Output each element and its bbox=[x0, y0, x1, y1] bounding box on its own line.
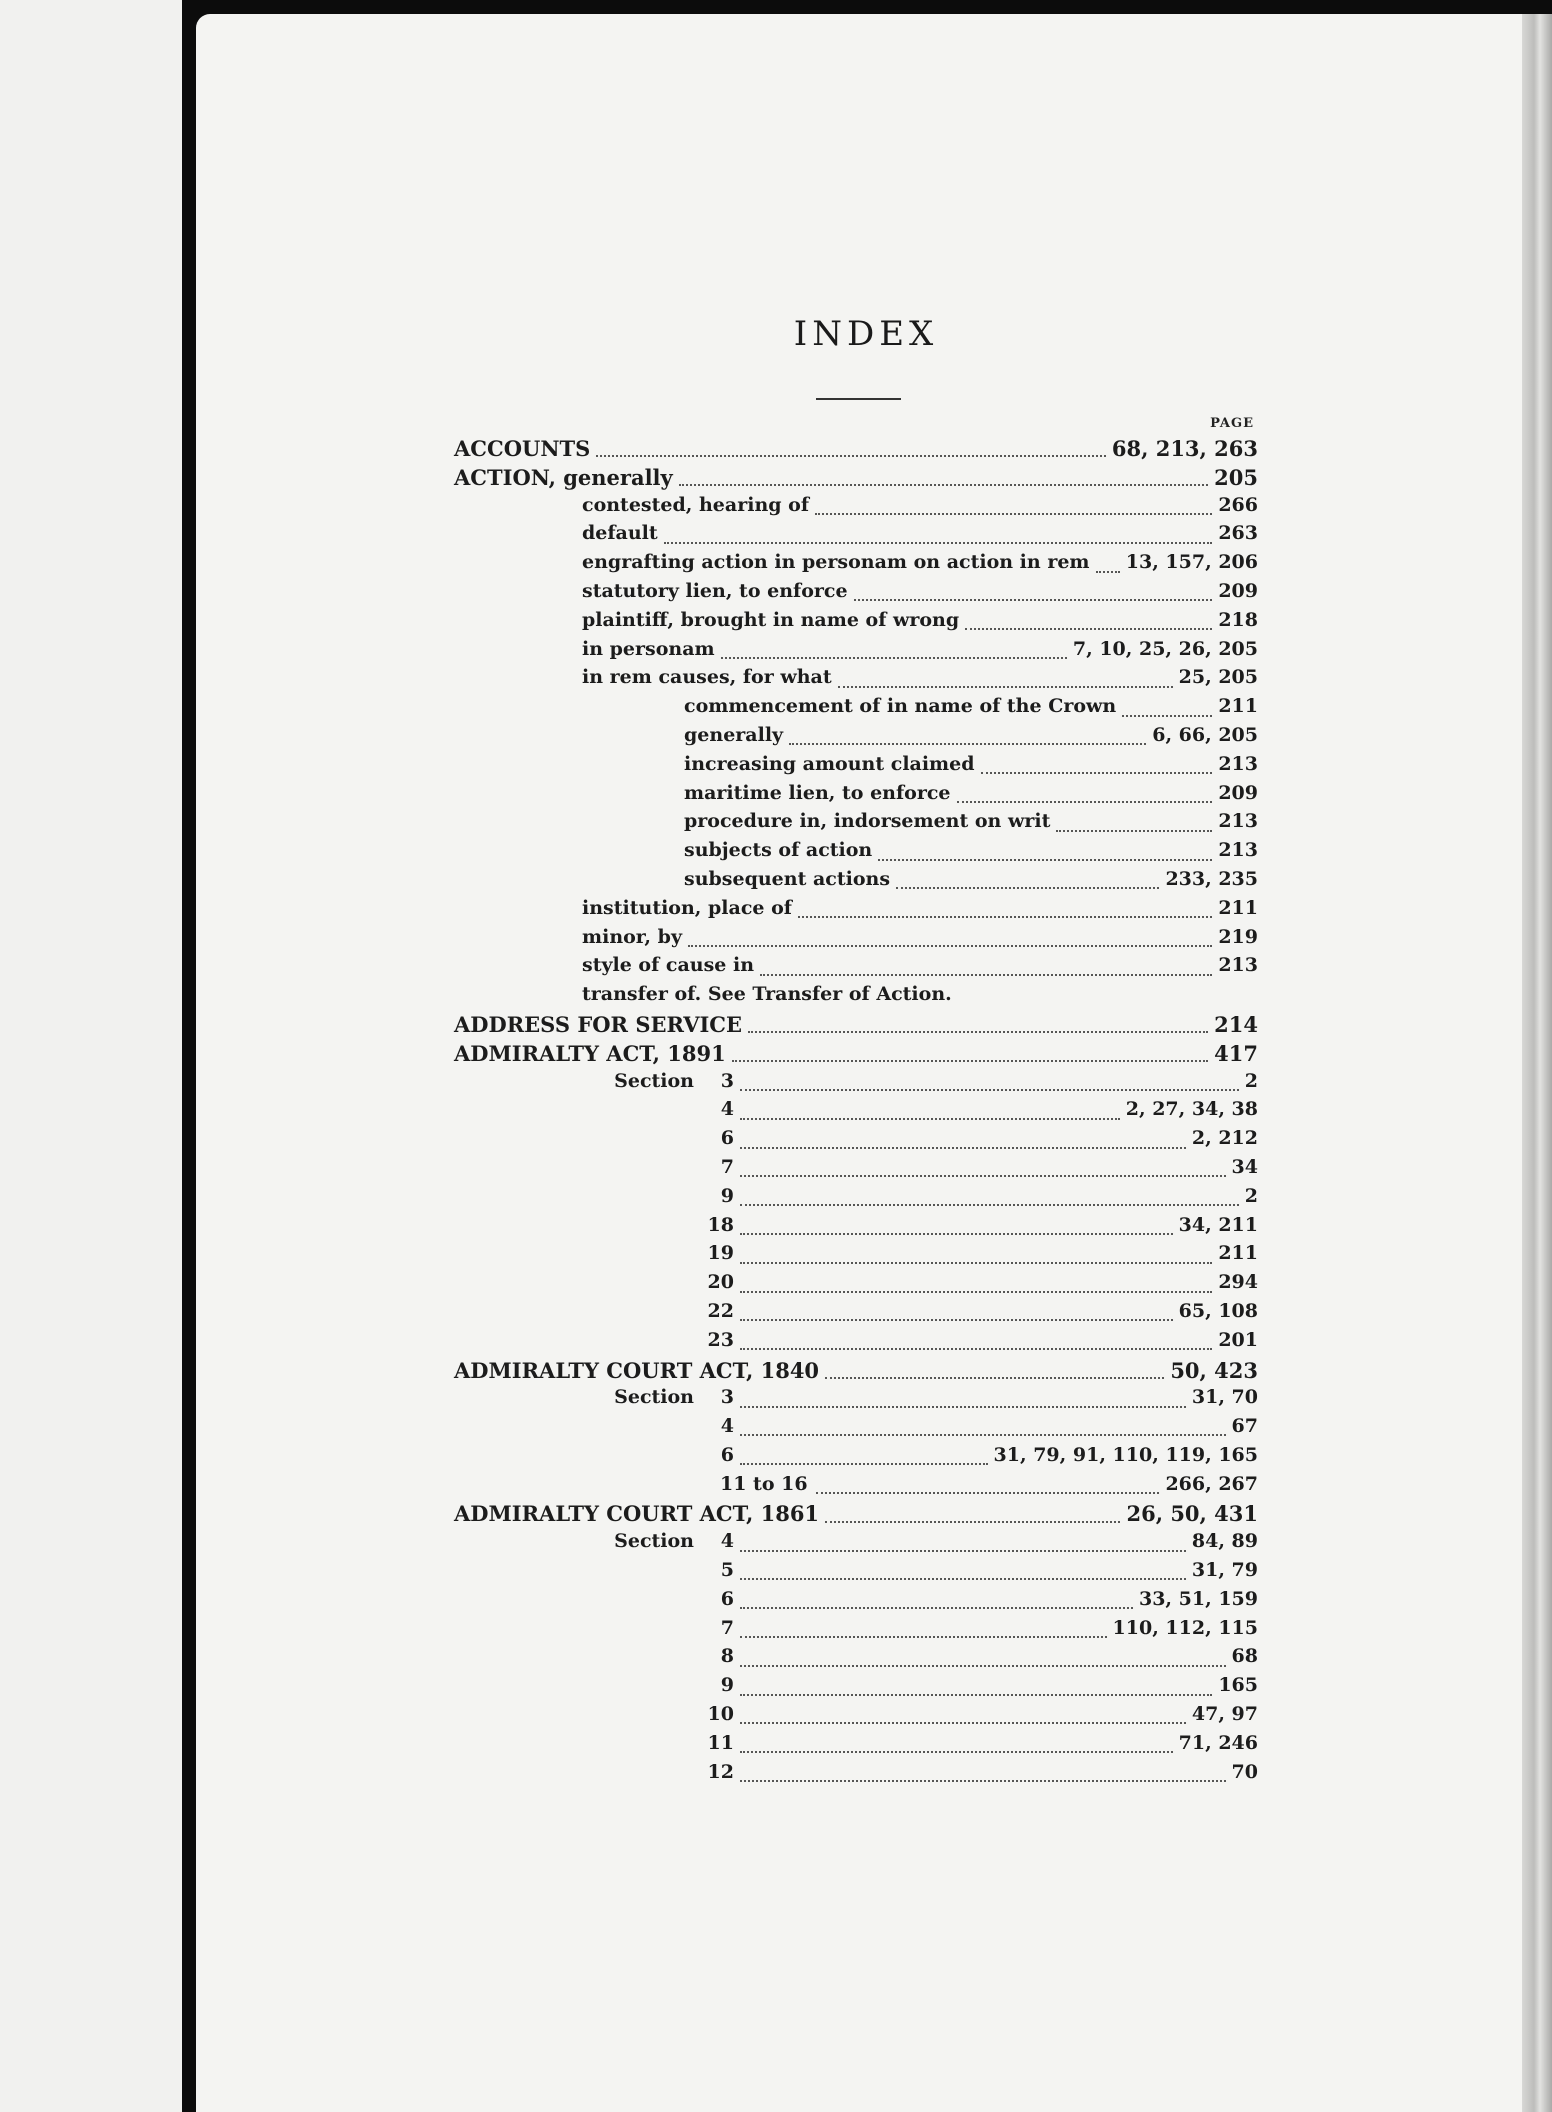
dot-leader bbox=[740, 1089, 1239, 1091]
index-entry bbox=[454, 666, 1258, 695]
dot-leader bbox=[721, 657, 1067, 659]
dot-leader bbox=[896, 887, 1159, 889]
section-number: 4 bbox=[720, 1098, 734, 1121]
index-entry bbox=[454, 1444, 1258, 1473]
entry-label: engrafting action in personam on action in rem bbox=[582, 551, 1090, 574]
index-entry bbox=[454, 1588, 1258, 1617]
index-page bbox=[196, 14, 1536, 2112]
dot-leader bbox=[740, 1204, 1239, 1206]
index-entry bbox=[454, 1703, 1258, 1732]
page-reference: 211 bbox=[1218, 695, 1258, 718]
page-reference: 214 bbox=[1214, 1011, 1258, 1037]
page-edge bbox=[1522, 14, 1552, 2112]
entry-label: ADMIRALTY ACT, 1891 bbox=[454, 1040, 726, 1066]
page-reference: 84, 89 bbox=[1191, 1530, 1258, 1553]
section-label: Section bbox=[614, 1530, 694, 1553]
dot-leader bbox=[740, 1463, 988, 1465]
entry-label: commencement of in name of the Crown bbox=[684, 695, 1117, 718]
dot-leader bbox=[740, 1291, 1212, 1293]
entry-label: contested, hearing of bbox=[582, 493, 809, 516]
dot-leader bbox=[740, 1434, 1226, 1436]
page-reference: 201 bbox=[1218, 1328, 1258, 1351]
dot-leader bbox=[740, 1751, 1173, 1753]
entry-label: increasing amount claimed bbox=[684, 752, 975, 775]
dot-leader bbox=[732, 1060, 1208, 1062]
dot-leader bbox=[789, 743, 1146, 745]
index-entry bbox=[454, 1645, 1258, 1674]
dot-leader bbox=[838, 686, 1173, 688]
index-entry bbox=[454, 1674, 1258, 1703]
page-reference: 68 bbox=[1231, 1645, 1258, 1668]
page-reference: 213 bbox=[1218, 810, 1258, 833]
index-entry bbox=[454, 436, 1258, 465]
page-reference: 34, 211 bbox=[1178, 1213, 1258, 1236]
page-reference: 7, 10, 25, 26, 205 bbox=[1072, 637, 1258, 660]
dot-leader bbox=[740, 1118, 1120, 1120]
section-number: 7 bbox=[720, 1616, 734, 1639]
index-entry bbox=[454, 695, 1258, 724]
index-entry bbox=[454, 1242, 1258, 1271]
index-entry bbox=[454, 954, 1258, 983]
page-reference: 68, 213, 263 bbox=[1111, 436, 1258, 461]
section-number: 18 bbox=[707, 1213, 734, 1236]
entry-label: default bbox=[582, 522, 658, 545]
index-entry bbox=[454, 638, 1258, 667]
page-reference: 263 bbox=[1218, 522, 1258, 545]
page-reference: 209 bbox=[1218, 579, 1258, 602]
dot-leader bbox=[740, 1175, 1226, 1177]
index-entry bbox=[454, 1559, 1258, 1588]
index-entry bbox=[454, 724, 1258, 753]
page-reference: 34 bbox=[1231, 1155, 1258, 1178]
dot-leader bbox=[740, 1550, 1186, 1552]
dot-leader bbox=[981, 772, 1213, 774]
dot-leader bbox=[688, 945, 1212, 947]
page-reference: 266 bbox=[1218, 493, 1258, 516]
page-reference: 31, 79, 91, 110, 119, 165 bbox=[993, 1443, 1258, 1466]
dot-leader bbox=[740, 1780, 1226, 1782]
page-reference: 213 bbox=[1218, 954, 1258, 977]
page-reference: 2, 27, 34, 38 bbox=[1125, 1098, 1258, 1121]
page-reference: 205 bbox=[1214, 464, 1258, 490]
index-entry bbox=[454, 782, 1258, 811]
section-number: 5 bbox=[720, 1559, 734, 1582]
section-number: 4 bbox=[720, 1530, 734, 1553]
entry-label: procedure in, indorsement on writ bbox=[684, 810, 1051, 833]
section-number: 10 bbox=[707, 1703, 734, 1726]
index-entry bbox=[454, 1041, 1258, 1070]
index-entry bbox=[454, 1098, 1258, 1127]
index-entry bbox=[454, 1473, 1258, 1502]
entry-label: minor, by bbox=[582, 925, 682, 948]
index-entry bbox=[454, 1329, 1258, 1358]
section-number: 6 bbox=[720, 1587, 734, 1610]
section-number: 20 bbox=[707, 1271, 734, 1294]
section-number: 11 bbox=[707, 1731, 734, 1754]
index-entry bbox=[454, 753, 1258, 782]
entry-label: ACTION, generally bbox=[454, 464, 673, 490]
index-entry bbox=[454, 839, 1258, 868]
section-number: 9 bbox=[720, 1674, 734, 1697]
index-entry bbox=[454, 1214, 1258, 1243]
section-number: 9 bbox=[720, 1184, 734, 1207]
index-entry bbox=[454, 551, 1258, 580]
index-entry bbox=[454, 983, 1258, 1012]
dot-leader bbox=[740, 1722, 1186, 1724]
index-entry bbox=[454, 1300, 1258, 1329]
page-reference: 50, 423 bbox=[1170, 1357, 1258, 1383]
dot-leader bbox=[815, 513, 1212, 515]
dot-leader bbox=[664, 542, 1213, 544]
entry-label: ADDRESS FOR SERVICE bbox=[454, 1011, 743, 1037]
dot-leader bbox=[854, 599, 1213, 601]
entry-label: statutory lien, to enforce bbox=[582, 579, 848, 602]
section-number: 4 bbox=[720, 1415, 734, 1438]
index-entries bbox=[454, 436, 1258, 1789]
section-number: 6 bbox=[720, 1127, 734, 1150]
page-reference: 211 bbox=[1218, 896, 1258, 919]
entry-label: subsequent actions bbox=[684, 867, 891, 890]
dot-leader bbox=[798, 916, 1212, 918]
entry-label: ADMIRALTY COURT ACT, 1861 bbox=[454, 1501, 820, 1527]
index-entry bbox=[454, 609, 1258, 638]
section-number: 3 bbox=[720, 1386, 734, 1409]
dot-leader bbox=[740, 1147, 1186, 1149]
dot-leader bbox=[740, 1406, 1186, 1408]
page-reference: 33, 51, 159 bbox=[1138, 1587, 1258, 1610]
dot-leader bbox=[679, 484, 1208, 486]
dot-leader bbox=[825, 1377, 1164, 1379]
dot-leader bbox=[825, 1521, 1120, 1523]
page-reference: 165 bbox=[1218, 1674, 1258, 1697]
dot-leader bbox=[740, 1262, 1212, 1264]
dot-leader bbox=[760, 974, 1212, 976]
index-entry bbox=[454, 1156, 1258, 1185]
entry-label: style of cause in bbox=[582, 954, 755, 977]
entry-label: institution, place of bbox=[582, 896, 792, 919]
dot-leader bbox=[740, 1233, 1173, 1235]
entry-label: in personam bbox=[582, 637, 715, 660]
page-reference: 294 bbox=[1218, 1271, 1258, 1294]
index-entry bbox=[454, 1732, 1258, 1761]
page-reference: 218 bbox=[1218, 608, 1258, 631]
page-reference: 26, 50, 431 bbox=[1126, 1501, 1258, 1527]
page-reference: 417 bbox=[1214, 1040, 1258, 1066]
page-reference: 13, 157, 206 bbox=[1125, 551, 1258, 574]
section-number: 23 bbox=[707, 1328, 734, 1351]
index-entry bbox=[454, 926, 1258, 955]
page-reference: 110, 112, 115 bbox=[1112, 1616, 1258, 1639]
dot-leader bbox=[1122, 715, 1212, 717]
page-reference: 6, 66, 205 bbox=[1152, 723, 1258, 746]
dot-leader bbox=[1096, 571, 1120, 573]
dot-leader bbox=[740, 1694, 1212, 1696]
index-entry bbox=[454, 1761, 1258, 1790]
page-column-header: PAGE bbox=[1210, 416, 1254, 431]
page-reference: 71, 246 bbox=[1178, 1731, 1258, 1754]
facing-page bbox=[0, 0, 182, 2112]
page-reference: 31, 79 bbox=[1191, 1559, 1258, 1582]
entry-label: subjects of action bbox=[684, 839, 873, 862]
dot-leader bbox=[740, 1319, 1173, 1321]
dot-leader bbox=[740, 1636, 1107, 1638]
section-label: Section bbox=[614, 1069, 694, 1092]
page-reference: 47, 97 bbox=[1191, 1703, 1258, 1726]
section-number: 3 bbox=[720, 1069, 734, 1092]
index-entry bbox=[454, 465, 1258, 494]
index-entry bbox=[454, 1271, 1258, 1300]
section-number: 12 bbox=[707, 1760, 734, 1783]
section-number: 7 bbox=[720, 1155, 734, 1178]
page-reference: 70 bbox=[1231, 1760, 1258, 1783]
page-reference: 213 bbox=[1218, 752, 1258, 775]
index-entry bbox=[454, 1501, 1258, 1530]
entry-label: transfer of. See Transfer of Action. bbox=[582, 983, 952, 1006]
dot-leader bbox=[740, 1348, 1212, 1350]
index-entry bbox=[454, 1530, 1258, 1559]
index-entry bbox=[454, 1012, 1258, 1041]
page-reference: 25, 205 bbox=[1178, 666, 1258, 689]
page-reference: 233, 235 bbox=[1165, 867, 1258, 890]
page-title: INDEX bbox=[793, 314, 939, 354]
entry-label: ACCOUNTS bbox=[454, 436, 591, 461]
index-entry bbox=[454, 897, 1258, 926]
dot-leader bbox=[816, 1492, 1159, 1494]
index-entry bbox=[454, 1127, 1258, 1156]
index-entry bbox=[454, 1386, 1258, 1415]
page-reference: 213 bbox=[1218, 839, 1258, 862]
page-reference: 211 bbox=[1218, 1242, 1258, 1265]
dot-leader bbox=[878, 859, 1212, 861]
entry-label: generally bbox=[684, 723, 784, 746]
entry-label: ADMIRALTY COURT ACT, 1840 bbox=[454, 1357, 820, 1383]
entry-label: plaintiff, brought in name of wrong bbox=[582, 608, 960, 631]
page-reference: 219 bbox=[1218, 925, 1258, 948]
index-entry bbox=[454, 1185, 1258, 1214]
dot-leader bbox=[596, 455, 1106, 457]
index-entry bbox=[454, 522, 1258, 551]
page-reference: 31, 70 bbox=[1191, 1386, 1258, 1409]
index-entry bbox=[454, 580, 1258, 609]
index-entry bbox=[454, 810, 1258, 839]
dot-leader bbox=[740, 1578, 1186, 1580]
section-number: 8 bbox=[720, 1645, 734, 1668]
dot-leader bbox=[740, 1607, 1133, 1609]
index-entry bbox=[454, 494, 1258, 523]
section-number: 22 bbox=[707, 1299, 734, 1322]
section-number: 6 bbox=[720, 1443, 734, 1466]
index-entry bbox=[454, 868, 1258, 897]
dot-leader bbox=[748, 1031, 1208, 1033]
dot-leader bbox=[957, 801, 1213, 803]
index-entry bbox=[454, 1415, 1258, 1444]
index-entry bbox=[454, 1358, 1258, 1387]
section-label: Section bbox=[614, 1386, 694, 1409]
entry-label: maritime lien, to enforce bbox=[684, 781, 951, 804]
section-number: 19 bbox=[707, 1242, 734, 1265]
page-reference: 2 bbox=[1244, 1069, 1258, 1092]
section-number: 11 to 16 bbox=[720, 1472, 808, 1495]
page-reference: 2, 212 bbox=[1191, 1127, 1258, 1150]
page-reference: 65, 108 bbox=[1178, 1299, 1258, 1322]
title-rule bbox=[816, 398, 901, 400]
dot-leader bbox=[1056, 830, 1212, 832]
page-reference: 266, 267 bbox=[1165, 1472, 1258, 1495]
entry-label: in rem causes, for what bbox=[582, 666, 832, 689]
page-reference: 2 bbox=[1244, 1184, 1258, 1207]
index-entry bbox=[454, 1617, 1258, 1646]
dot-leader bbox=[965, 628, 1212, 630]
page-reference: 209 bbox=[1218, 781, 1258, 804]
index-entry bbox=[454, 1070, 1258, 1099]
dot-leader bbox=[740, 1665, 1226, 1667]
page-reference: 67 bbox=[1231, 1415, 1258, 1438]
